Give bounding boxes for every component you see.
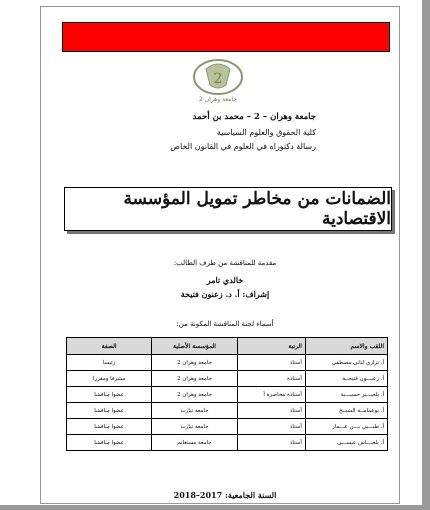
jury-name: أ. طيـــبي بـــن عـــمار [305,419,387,435]
header-name: اللقب والاسم [305,338,387,355]
jury-institution: جامعة وهران 2 [152,387,238,403]
jury-name: أ. بلعيـــبر حسيـــبة [305,387,387,403]
jury-rank: أستاذ [237,435,305,451]
table-row [67,419,388,435]
jury-header-row [67,338,388,355]
jury-label: أسماء لجنة المناقشة المكونة من: [176,320,274,328]
supervisor: إشراف: أ. د. زعنون فتيحة [180,289,270,299]
table-row [67,387,388,403]
jury-name: أ. زعنـــون فتيحــة [305,371,387,387]
logo-caption: جامعة وهران 2 [199,96,237,103]
jury-name: أ. بلعبـــاس عيســـى [305,435,387,451]
jury-institution: جامعة تيارت [152,403,238,419]
university-name: جامعة وهران – 2 – محمد بن أحمد [192,112,316,122]
jury-role: مشرفا ومقررا [67,371,152,387]
thesis-title-text: الضمانات من مخاطر تمويل المؤسسة الاقتصادية [123,189,391,229]
jury-rank: أستاذة [237,371,305,387]
academic-year: السنة الجامعية: 2017–2018 [173,490,277,500]
jury-institution: جامعة وهران 2 [152,355,238,371]
header-role: الصفة [67,338,152,355]
jury-role: عضوا مناقشا [67,419,152,435]
jury-role: رئيسا [67,355,152,371]
university-logo-icon [186,55,250,105]
thesis-type: رسالة دكتوراه في العلوم في القانون الخاص [170,142,316,151]
table-row [67,403,388,419]
header-institution: المؤسسة الأصلية [152,338,238,355]
student-name: خالدي تامر [206,275,244,285]
jury-role: عضوا مناقشا [67,387,152,403]
logo-number: 2 [213,71,223,87]
jury-name: أ. بوعمامــة الشيــخ [305,403,387,419]
jury-institution: جامعة وهران 2 [152,371,238,387]
thesis-title [64,187,392,231]
jury-rank: أستاذ [237,403,305,419]
jury-table [66,337,388,451]
viewer-gutter-bottom [0,505,430,510]
jury-name: أ. تزاري لتاني مصطفى [305,355,387,371]
presented-by-label: مقدمة للمناقشة من طرف الطالب: [173,259,277,267]
table-row [67,371,388,387]
jury-rank: أستاذ [237,419,305,435]
jury-institution: جامعة مستغانم [152,435,238,451]
jury-role: عضوا مناقشا [67,435,152,451]
faculty-name: كلية الحقوق والعلوم السياسية [216,128,316,137]
table-row [67,355,388,371]
jury-role: عضوا مناقشا [67,403,152,419]
table-row [67,435,388,451]
red-banner [62,22,390,52]
header-rank: الرتبة [237,338,305,355]
jury-institution: جامعة تيارت [152,419,238,435]
viewer-gutter-right [422,0,430,510]
jury-rank: أستاذة محاضرة أ [237,387,305,403]
jury-rank: أستاذ [237,355,305,371]
